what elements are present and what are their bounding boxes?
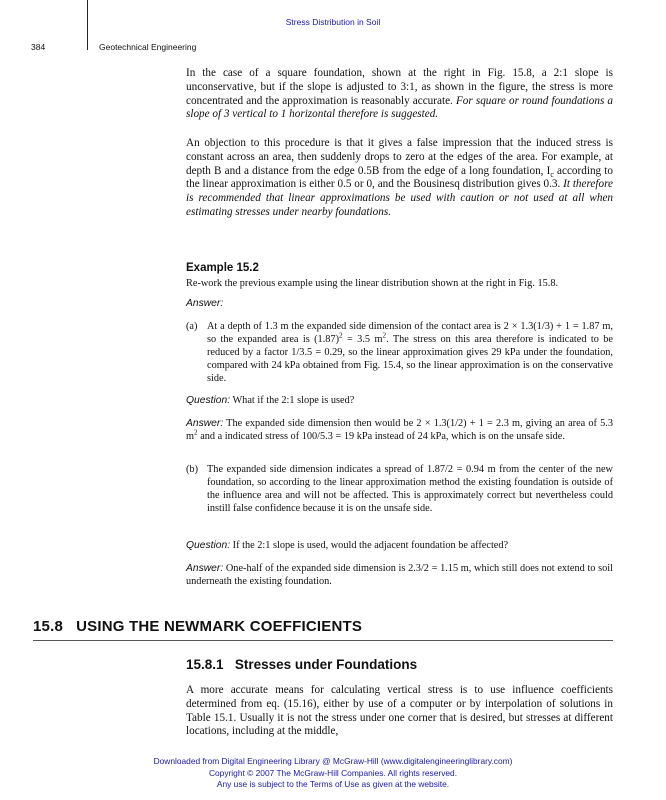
paragraph-square-foundation [186, 67, 613, 122]
list-text-a [207, 320, 613, 385]
paragraph-italic: For square or round foundations a slope of 3 vertical to 1 horizontal therefore is suggested. [186, 94, 614, 121]
answer-2 [186, 562, 613, 588]
section-title: USING THE NEWMARK COEFFICIENTS [76, 618, 363, 635]
item-a-part3: . The stress on this area therefore is indicated to be reduced by a factor 1/3.5 = 0.29, so the linear approximation gives 29 kPa under the foundation, compared with 24 kPa obtained from Fig. 15.4, so the linear approximation is on the conservative side. [207, 334, 613, 384]
section-number: 15.8 [33, 618, 63, 635]
question-text: If the 2:1 slope is used, would the adjacent foundation be affected? [230, 540, 509, 551]
question-2 [186, 539, 613, 552]
footer-terms-link[interactable]: Any use is subject to the Terms of Use as given at the website. [216, 779, 450, 789]
answer-sup: 2 [194, 428, 198, 437]
paragraph-text: An objection to this procedure is that it gives a false impression that the induced stress is constant across an area, then suddenly drops to zero at the edges of the area. For example, at depth B and a distance from the edge 0.5B from the edge of a long foundation, I [186, 137, 613, 177]
running-head: Stress Distribution in Soil [285, 17, 381, 27]
list-marker-a: (a) [186, 321, 198, 332]
item-a-part1: At a depth of 1.3 m the expanded side dimension of the contact area is 2 × 1.3(1/3) + 1 = 1.87 m, so the expanded area is (1.87) [207, 321, 613, 345]
paragraph-objection [186, 137, 613, 220]
answer-text: One-half of the expanded side dimension is 2.3/2 = 1.15 m, which still does not extend to soil underneath the existing foundation. [186, 563, 613, 587]
section-heading [33, 618, 362, 635]
answer-text-part2: and a indicated stress of 100/5.3 = 19 kPa instead of 24 kPa, which is on the unsafe side. [197, 431, 565, 442]
list-text-b: The expanded side dimension indicates a spread of 1.87/2 = 0.94 m from the center of the new foundation, so according to the linear approximation method the existing foundation is outside of the influence area and will not be affected. This is approximately correct but nevertheless could instill false confidence because it is on the unsafe side. [207, 464, 613, 514]
paragraph-text: In the case of a square foundation, shown at the right in Fig. 15.8, a 2:1 slope is unconservative, but if the slope is adjusted to 3:1, as shown in the figure, the stress is more concentrated and the approximation is reasonably accurate. [186, 67, 613, 107]
example-intro: Re-work the previous example using the linear distribution shown at the right in Fig. 15.8. [186, 278, 559, 289]
subsection-heading [186, 657, 417, 672]
answer-label: Answer: [186, 298, 224, 309]
list-marker-b: (b) [186, 464, 199, 475]
paragraph-text-after: according to the linear approximation is either 0.5 or 0, and the Bousinesq distribution gives 0.3. [186, 164, 613, 191]
footer-download-link[interactable]: Downloaded from Digital Engineering Library @ McGraw-Hill (www.digitalengineeringlibrary.com) [153, 756, 513, 766]
subsection-title: Stresses under Foundations [234, 657, 418, 672]
section-rule [33, 640, 613, 641]
footer-copyright: Copyright © 2007 The McGraw-Hill Companies. All rights reserved. [208, 767, 458, 778]
item-a-part2: = 3.5 m [342, 334, 383, 345]
example-heading: Example 15.2 [186, 262, 259, 274]
item-a-sup2: 2 [382, 331, 387, 340]
question-text: What if the 2:1 slope is used? [230, 395, 355, 406]
subscript-c: c [550, 169, 554, 179]
item-a-sup1: 2 [339, 331, 343, 340]
header-divider [87, 0, 88, 50]
paragraph-italic: It therefore is recommended that linear approximations be used with caution or not used at all when estimating stresses under nearby foundations. [186, 178, 614, 218]
page-number: 384 [31, 42, 46, 52]
question-label: Question: [186, 395, 231, 406]
question-label: Question: [186, 540, 231, 551]
question-1 [186, 394, 613, 407]
answer-label: Answer: [186, 418, 224, 429]
footer [0, 756, 666, 791]
answer-text-part1: The expanded side dimension then would be 2 × 1.3(1/2) + 1 = 2.3 m, giving an area of 5.3 m [186, 418, 613, 442]
answer-label: Answer: [186, 563, 224, 574]
subsection-number: 15.8.1 [186, 657, 224, 672]
paragraph-newmark: A more accurate means for calculating vertical stress is to use influence coefficients determined from eq. (15.16), either by use of a computer or by interpolation of solutions in Table 15.1. Usually it is not the stress under one corner that is desired, but stresses at different locations, including at the middle, [186, 684, 613, 738]
answer-1 [186, 417, 613, 443]
book-title: Geotechnical Engineering [99, 42, 197, 52]
